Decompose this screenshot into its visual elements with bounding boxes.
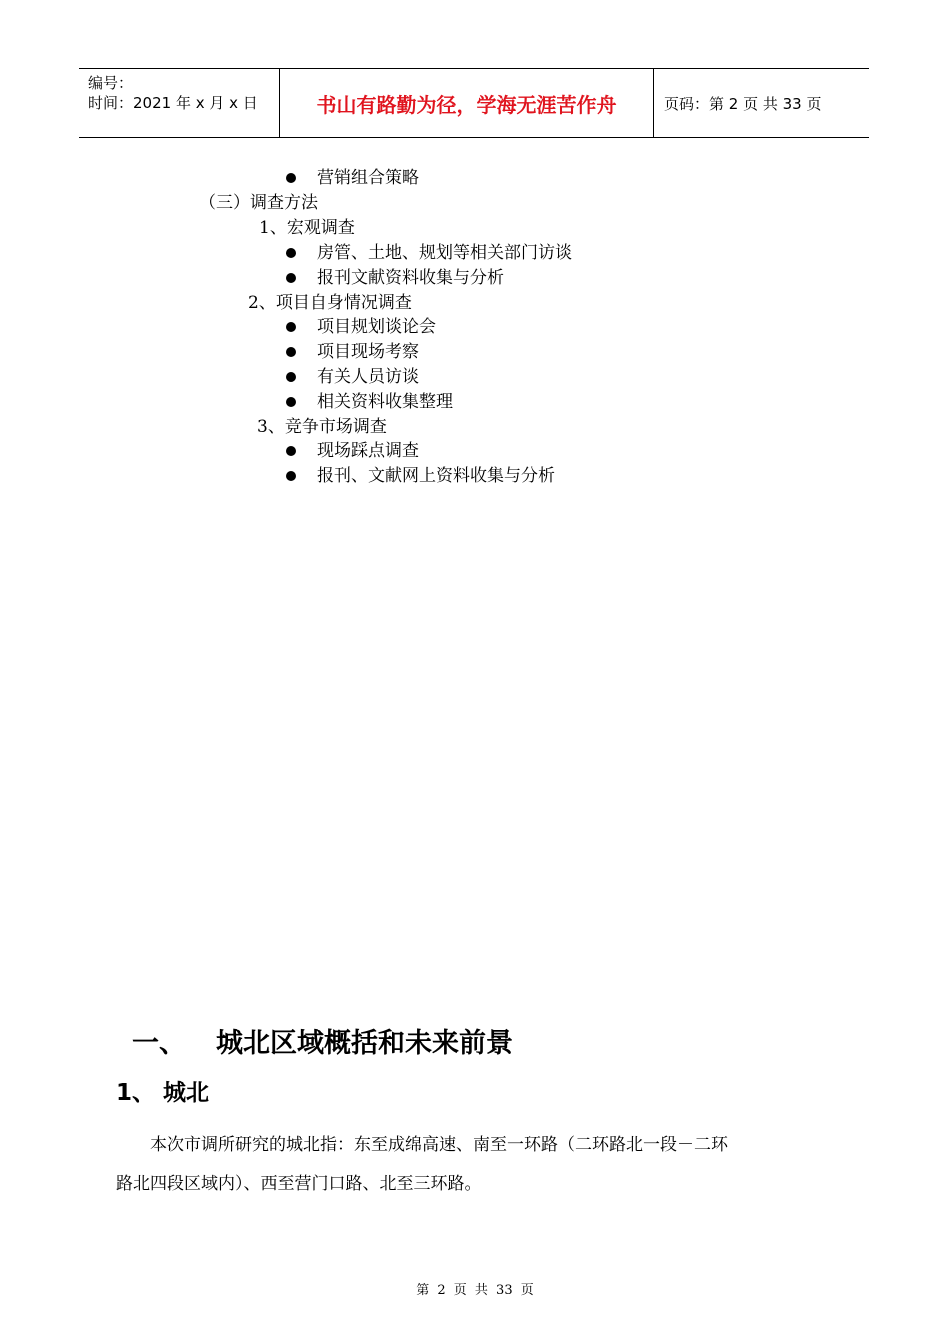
chapter-heading — [132, 1021, 513, 1060]
list-item: 项目现场考察 — [317, 342, 419, 362]
bullet-icon — [286, 397, 296, 407]
paragraph-line: 路北四段区域内）、西至营门口路、北至三环路。 — [116, 1174, 482, 1194]
header-motto: 书山有路勤为径，学海无涯苦作舟 — [280, 69, 654, 137]
bullet-icon — [286, 248, 296, 258]
document-number-label: 编号： — [88, 74, 134, 92]
list-item: 营销组合策略 — [317, 168, 419, 188]
chapter-title: 城北区域概括和未来前景 — [216, 1028, 513, 1059]
subsection-heading: 2、项目自身情况调查 — [248, 293, 412, 313]
list-item: 房管、土地、规划等相关部门访谈 — [317, 243, 572, 263]
list-item: 现场踩点调查 — [317, 441, 419, 461]
bullet-icon — [286, 173, 296, 183]
page-footer: 第 2 页 共 33 页 — [416, 1283, 534, 1298]
list-item: 相关资料收集整理 — [317, 392, 453, 412]
list-item: 有关人员访谈 — [317, 367, 419, 387]
bullet-icon — [286, 347, 296, 357]
list-item: 报刊文献资料收集与分析 — [317, 268, 504, 288]
list-item: 项目规划谈论会 — [317, 317, 436, 337]
document-date: 时间：2021 年 x 月 x 日 — [88, 94, 258, 112]
list-item: 报刊、文献网上资料收集与分析 — [317, 466, 555, 486]
paragraph-line: 本次市调所研究的城北指：东至成绵高速、南至一环路（二环路北一段－二环 — [150, 1135, 728, 1155]
subsection-heading: 3、竞争市场调查 — [257, 417, 387, 437]
chapter-number: 一、 — [132, 1028, 186, 1059]
bullet-icon — [286, 471, 296, 481]
subsection-heading: 1、宏观调查 — [259, 218, 355, 238]
header-page-info: 页码：第 2 页 共 33 页 — [664, 94, 822, 113]
header-meta — [79, 69, 280, 137]
page-header — [79, 68, 869, 138]
section-title: 1、 城北 — [116, 1080, 210, 1106]
bullet-icon — [286, 372, 296, 382]
section-heading: （三）调查方法 — [199, 193, 318, 213]
bullet-icon — [286, 273, 296, 283]
body-paragraph — [116, 1126, 816, 1204]
bullet-icon — [286, 322, 296, 332]
bullet-icon — [286, 446, 296, 456]
